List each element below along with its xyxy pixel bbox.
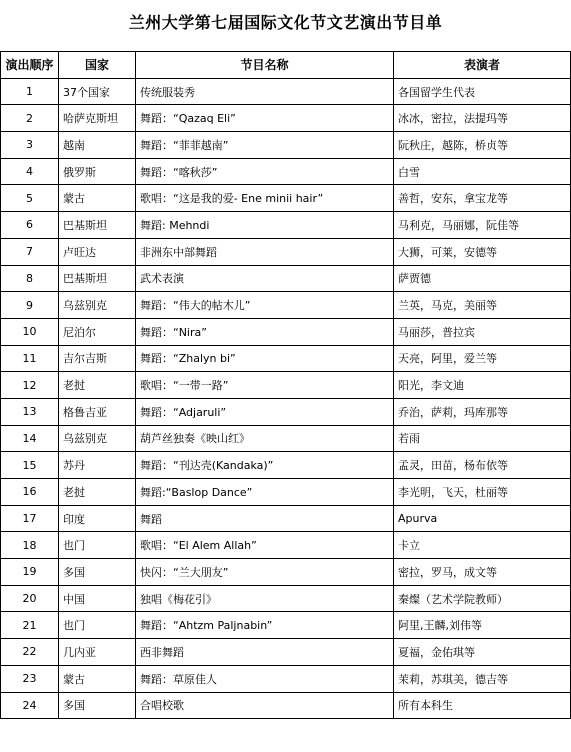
cell-performer: 天亮，阿里，爱兰等 xyxy=(394,345,571,372)
cell-order: 12 xyxy=(1,372,59,399)
cell-performer: 阿里,王麟,刘伟等 xyxy=(394,612,571,639)
cell-program: 舞蹈：“Zhalyn bi” xyxy=(136,345,394,372)
cell-country: 乌兹别克 xyxy=(59,425,136,452)
header-program: 节目名称 xyxy=(136,52,394,79)
table-row xyxy=(1,292,571,319)
cell-country: 也门 xyxy=(59,612,136,639)
cell-program: 独唱《梅花引》 xyxy=(136,585,394,612)
cell-program: 舞蹈：“Ahtzm Paljnabin” xyxy=(136,612,394,639)
cell-performer: 茉莉，苏琪美，德吉等 xyxy=(394,665,571,692)
cell-program: 传统服装秀 xyxy=(136,78,394,105)
table-row xyxy=(1,612,571,639)
table-row xyxy=(1,452,571,479)
cell-country: 卢旺达 xyxy=(59,238,136,265)
table-row xyxy=(1,479,571,506)
cell-program: 非洲东中部舞蹈 xyxy=(136,238,394,265)
cell-order: 23 xyxy=(1,665,59,692)
table-row xyxy=(1,692,571,719)
cell-program: 舞蹈：“喀秋莎” xyxy=(136,158,394,185)
cell-program: 舞蹈：“Adjaruli” xyxy=(136,398,394,425)
cell-performer: 乔治，萨莉，玛库那等 xyxy=(394,398,571,425)
cell-country: 多国 xyxy=(59,692,136,719)
cell-order: 11 xyxy=(1,345,59,372)
cell-program: 舞蹈：“Nira” xyxy=(136,318,394,345)
cell-program: 舞蹈：“菲菲越南” xyxy=(136,132,394,159)
cell-performer: 阮秋庄，越陈，桥贞等 xyxy=(394,132,571,159)
cell-performer: 各国留学生代表 xyxy=(394,78,571,105)
cell-order: 15 xyxy=(1,452,59,479)
header-performer: 表演者 xyxy=(394,52,571,79)
table-row xyxy=(1,665,571,692)
table-row xyxy=(1,212,571,239)
cell-country: 巴基斯坦 xyxy=(59,212,136,239)
table-row xyxy=(1,398,571,425)
cell-performer: 秦燦（艺术学院教师） xyxy=(394,585,571,612)
cell-performer: Apurva xyxy=(394,505,571,532)
cell-program: 舞蹈：“伟大的帖木儿” xyxy=(136,292,394,319)
cell-order: 8 xyxy=(1,265,59,292)
table-row xyxy=(1,585,571,612)
cell-program: 西非舞蹈 xyxy=(136,639,394,666)
cell-order: 17 xyxy=(1,505,59,532)
cell-country: 越南 xyxy=(59,132,136,159)
table-row xyxy=(1,185,571,212)
cell-country: 巴基斯坦 xyxy=(59,265,136,292)
table-row xyxy=(1,265,571,292)
cell-country: 苏丹 xyxy=(59,452,136,479)
cell-country: 老挝 xyxy=(59,372,136,399)
cell-country: 也门 xyxy=(59,532,136,559)
cell-order: 20 xyxy=(1,585,59,612)
cell-country: 乌兹别克 xyxy=(59,292,136,319)
cell-order: 2 xyxy=(1,105,59,132)
cell-program: 舞蹈 xyxy=(136,505,394,532)
table-row xyxy=(1,105,571,132)
table-row xyxy=(1,505,571,532)
cell-order: 10 xyxy=(1,318,59,345)
cell-performer: 孟灵，田苗，杨布依等 xyxy=(394,452,571,479)
cell-performer: 夏福，金佑琪等 xyxy=(394,639,571,666)
cell-country: 俄罗斯 xyxy=(59,158,136,185)
table-row xyxy=(1,372,571,399)
cell-performer: 冰冰，密拉，法提玛等 xyxy=(394,105,571,132)
cell-performer: 阳光，李文迪 xyxy=(394,372,571,399)
table-row xyxy=(1,238,571,265)
cell-order: 18 xyxy=(1,532,59,559)
cell-program: 武术表演 xyxy=(136,265,394,292)
cell-country: 37个国家 xyxy=(59,78,136,105)
table-row xyxy=(1,132,571,159)
cell-country: 格鲁吉亚 xyxy=(59,398,136,425)
cell-order: 22 xyxy=(1,639,59,666)
cell-program: 舞蹈：草原佳人 xyxy=(136,665,394,692)
cell-order: 9 xyxy=(1,292,59,319)
cell-country: 蒙古 xyxy=(59,665,136,692)
cell-order: 16 xyxy=(1,479,59,506)
cell-order: 13 xyxy=(1,398,59,425)
cell-performer: 马利克，马丽娜，阮佳等 xyxy=(394,212,571,239)
cell-performer: 兰英，马克，美丽等 xyxy=(394,292,571,319)
table-row xyxy=(1,639,571,666)
cell-order: 5 xyxy=(1,185,59,212)
header-order: 演出顺序 xyxy=(1,52,59,79)
cell-order: 19 xyxy=(1,559,59,586)
program-table xyxy=(0,51,571,719)
table-row xyxy=(1,318,571,345)
table-header-row xyxy=(1,52,571,79)
cell-performer: 密拉，罗马，成文等 xyxy=(394,559,571,586)
table-row xyxy=(1,425,571,452)
cell-program: 葫芦丝独奏《映山红》 xyxy=(136,425,394,452)
cell-order: 1 xyxy=(1,78,59,105)
cell-order: 24 xyxy=(1,692,59,719)
cell-country: 尼泊尔 xyxy=(59,318,136,345)
cell-country: 中国 xyxy=(59,585,136,612)
cell-order: 3 xyxy=(1,132,59,159)
table-row xyxy=(1,559,571,586)
cell-program: 歌唱：“一带一路” xyxy=(136,372,394,399)
header-country: 国家 xyxy=(59,52,136,79)
cell-country: 哈萨克斯坦 xyxy=(59,105,136,132)
cell-performer: 白雪 xyxy=(394,158,571,185)
cell-order: 7 xyxy=(1,238,59,265)
cell-country: 老挝 xyxy=(59,479,136,506)
cell-performer: 所有本科生 xyxy=(394,692,571,719)
cell-performer: 若雨 xyxy=(394,425,571,452)
cell-performer: 马丽莎，普拉宾 xyxy=(394,318,571,345)
cell-country: 印度 xyxy=(59,505,136,532)
cell-program: 合唱校歌 xyxy=(136,692,394,719)
cell-performer: 大狮，可莱，安德等 xyxy=(394,238,571,265)
table-row xyxy=(1,345,571,372)
cell-program: 歌唱：“这是我的爱- Ene minii hair” xyxy=(136,185,394,212)
cell-performer: 卡立 xyxy=(394,532,571,559)
cell-performer: 萨贾德 xyxy=(394,265,571,292)
cell-program: 舞蹈: Mehndi xyxy=(136,212,394,239)
cell-program: 快闪：“兰大朋友” xyxy=(136,559,394,586)
cell-program: 舞蹈:“Baslop Dance” xyxy=(136,479,394,506)
cell-program: 歌唱：“El Alem Allah” xyxy=(136,532,394,559)
cell-country: 吉尔吉斯 xyxy=(59,345,136,372)
cell-country: 蒙古 xyxy=(59,185,136,212)
cell-program: 舞蹈：“刊达壳(Kandaka)” xyxy=(136,452,394,479)
cell-order: 4 xyxy=(1,158,59,185)
cell-order: 14 xyxy=(1,425,59,452)
table-row xyxy=(1,532,571,559)
cell-performer: 善哲，安东，拿宝龙等 xyxy=(394,185,571,212)
table-row xyxy=(1,158,571,185)
cell-order: 6 xyxy=(1,212,59,239)
table-row xyxy=(1,78,571,105)
cell-performer: 李光明，飞天，杜丽等 xyxy=(394,479,571,506)
cell-country: 几内亚 xyxy=(59,639,136,666)
page-title: 兰州大学第七届国际文化节文艺演出节目单 xyxy=(128,13,443,32)
cell-country: 多国 xyxy=(59,559,136,586)
cell-order: 21 xyxy=(1,612,59,639)
cell-program: 舞蹈：“Qazaq Eli” xyxy=(136,105,394,132)
